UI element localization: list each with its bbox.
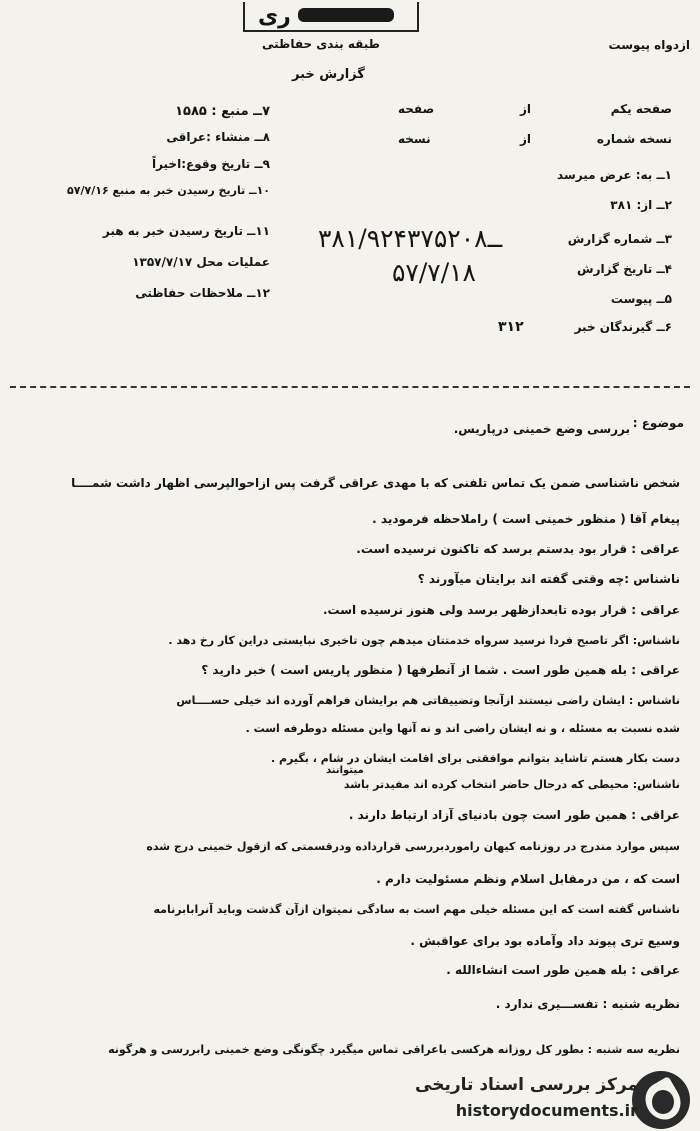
classification-label: طبقه بندی حفاظتی [262,37,380,51]
body-line: سپس موارد مندرج در روزنامه کیهان راموردبررسی قرارداده ودرقسمتی که ازقول خمینی درج شده [146,840,680,853]
attachment-label: ازدواه پیوست [608,38,690,52]
field-security-notes: ۱۲ــ ملاحظات حفاظتی [135,286,270,300]
body-line: ناشناس : ایشان راضی نیستند ازآنجا وتضییقاتی هم برایشان فراهم آورده اند خیلی حســــاس [176,694,680,707]
copy-of-label: از [520,132,532,146]
body-line: عراقی : قرار بوده تابعدازظهر برسد ولی هنوز نرسیده است. [322,603,680,617]
subject-text: بررسی وضع خمینی درپاریس. [453,422,630,436]
page-of-label: از [520,102,532,116]
page-number-label: صفحه یکم [610,102,672,116]
copy-unit-label: نسخه [398,132,431,146]
field-hq-receipt-date: ۱۱ــ تاریخ رسیدن خبر به هبر [102,224,270,238]
subject-label: موضوع : [632,416,684,430]
archive-logo-dot [652,1090,674,1114]
field-report-number: ۳ــ شماره گزارش [567,232,672,246]
body-line: ناشناس :چه وقتی گفته اند برایتان میآورند ؟ [417,572,680,586]
body-line: پیغام آقا ( منظور خمینی است ) راملاحظه فرمودید . [372,512,680,526]
watermark-url: historydocuments.ir [455,1101,638,1120]
copy-number-label: نسخه شماره [596,132,672,146]
body-line: ناشناس: محیطی که درحال حاضر انتخاب کرده اند مفیدتر باشد [343,778,680,791]
field-operations-date: عملیات محل ۱۳۵۷/۷/۱۷ [132,255,270,269]
body-line: نظریه شنبه : تفســـیری ندارد . [495,997,680,1011]
field-occurrence-date: ۹ــ تاریخ وقوع:اخیراً [151,157,270,171]
body-line: وسیع تری پیوند داد وآماده بود برای عواقبش . [410,934,680,948]
field-recipients-value: ۳۱۲ [498,319,524,335]
field-origin: ۸ــ منشاء :عراقی [166,130,270,144]
body-line: نظریه سه شنبه : بطور کل روزانه هرکسی باعراقی تماس میگیرد چگونگی وضع خمینی رابررسی و هرگونه [108,1043,680,1056]
body-line: عراقی : بله همین طور است انشاءالله . [446,963,680,977]
field-source-receipt-date: ۱۰ــ تاریخ رسیدن خبر به منبع ۵۷/۷/۱۶ [67,184,270,197]
stamp-redaction [298,8,394,22]
body-line: عراقی : همین طور است چون بادنیای آزاد ارتباط دارند . [348,808,680,822]
field-attachment: ۵ــ پیوست [610,292,672,306]
body-line: شخص ناشناسی ضمن یک تماس تلفنی که با مهدی عراقی گرفت پس ازاحوالپرسی اظهار داشت شمــــا [71,476,680,490]
field-recipients: ۶ــ گیرندگان خبر [574,320,672,334]
page-unit-label: صفحه [398,102,435,116]
field-source: ۷ــ منبع : ۱۵۸۵ [175,104,270,119]
body-line: شده نسبت به مسئله ، و نه ایشان راضی اند و نه آنها واین مسئله دوطرفه است . [245,722,680,735]
section-divider [10,386,690,388]
handwritten-report-date: ۵۷/۷/۱۸ [392,258,476,287]
body-line: دست بکار هستم تاشاید بتوانم موافقتی برای اقامت ایشان در شام ، بگیرم . [270,752,680,765]
field-recipient: ۱ــ به: عرض میرسد [557,168,672,182]
body-line: ناشناس گفته است که این مسئله خیلی مهم است به سادگی نمیتوان ازآن گذشت وباید آنرابابرنامه [153,903,680,916]
body-line: عراقی : بله همین طور است . شما از آنطرفها ( منظور پاریس است ) خبر دارید ؟ [201,663,680,677]
body-insert: میتوانند [326,765,364,776]
body-line: است که ، من درمقابل اسلام ونظم مسئولیت دارم . [376,872,680,886]
stamp-label: ری [258,4,291,29]
watermark-title: مرکز بررسی اسناد تاریخی [415,1075,638,1095]
body-line: ناشناس: اگر تاصبح فردا نرسید سرواه خدمتتان میدهم چون تاخیری نبایستی دراین کار رخ دهد . [168,634,680,647]
handwritten-report-number: ۳۸۱/۹۲۴۳ــ۷۵۲۰۸ [318,224,503,253]
body-line: عراقی : قرار بود بدستم برسد که تاکنون نرسیده است. [356,542,680,556]
report-title: گزارش خبر [292,67,365,82]
field-report-date: ۴ــ تاریخ گزارش [577,262,672,276]
field-from: ۲ــ از: ۳۸۱ [610,198,672,212]
